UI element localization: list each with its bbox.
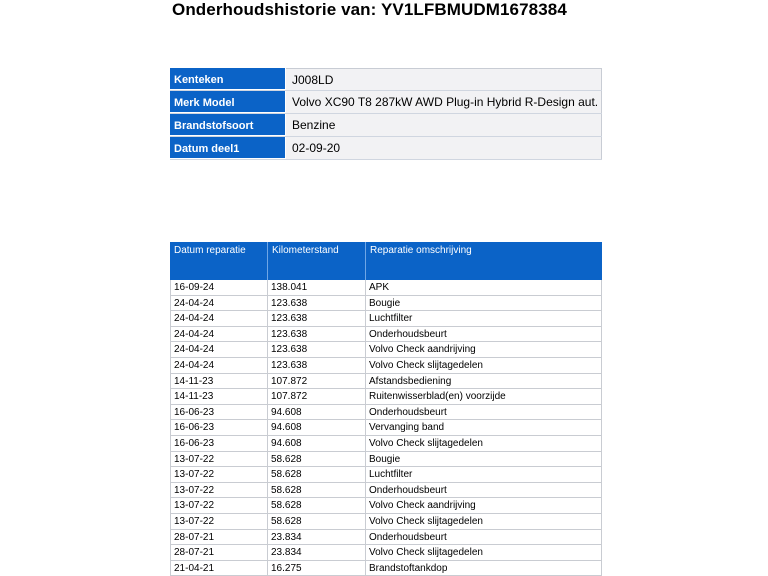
cell-date: 24-04-24: [170, 358, 268, 373]
cell-date: 16-06-23: [170, 405, 268, 420]
vehicle-info-label: Kenteken: [170, 68, 286, 90]
cell-date: 24-04-24: [170, 327, 268, 342]
table-row: [170, 374, 602, 390]
cell-date: 24-04-24: [170, 311, 268, 326]
column-header-description: Reparatie omschrijving: [370, 245, 472, 256]
cell-date: 13-07-22: [170, 483, 268, 498]
cell-mileage: 94.608: [268, 436, 366, 451]
cell-date: 14-11-23: [170, 374, 268, 389]
cell-description: Bougie: [366, 296, 602, 311]
table-row: [170, 342, 602, 358]
cell-mileage: 58.628: [268, 467, 366, 482]
cell-description: Onderhoudsbeurt: [366, 327, 602, 342]
cell-description: Onderhoudsbeurt: [366, 483, 602, 498]
vehicle-info-row: [170, 137, 602, 160]
vehicle-info-row: [170, 68, 602, 91]
table-row: [170, 467, 602, 483]
vehicle-info-value: Benzine: [286, 114, 602, 136]
cell-description: Volvo Check slijtagedelen: [366, 358, 602, 373]
cell-description: Luchtfilter: [366, 311, 602, 326]
cell-mileage: 107.872: [268, 389, 366, 404]
cell-description: Volvo Check slijtagedelen: [366, 545, 602, 560]
cell-mileage: 58.628: [268, 483, 366, 498]
table-header: [170, 242, 602, 280]
cell-mileage: 23.834: [268, 530, 366, 545]
cell-description: Brandstoftankdop: [366, 561, 602, 576]
cell-description: Luchtfilter: [366, 467, 602, 482]
cell-date: 14-11-23: [170, 389, 268, 404]
cell-description: Volvo Check slijtagedelen: [366, 436, 602, 451]
cell-mileage: 123.638: [268, 311, 366, 326]
cell-mileage: 58.628: [268, 514, 366, 529]
cell-mileage: 138.041: [268, 280, 366, 295]
vehicle-info-value: Volvo XC90 T8 287kW AWD Plug-in Hybrid R-Design aut.: [286, 91, 602, 113]
cell-mileage: 107.872: [268, 374, 366, 389]
cell-description: Volvo Check aandrijving: [366, 342, 602, 357]
cell-mileage: 23.834: [268, 545, 366, 560]
vehicle-info-label: Merk Model: [170, 91, 286, 113]
page-title: Onderhoudshistorie van: YV1LFBMUDM1678384: [172, 0, 567, 19]
cell-mileage: 123.638: [268, 342, 366, 357]
vehicle-info-label: Brandstofsoort: [170, 114, 286, 136]
cell-date: 13-07-22: [170, 467, 268, 482]
cell-date: 16-06-23: [170, 436, 268, 451]
maintenance-history-table: [170, 242, 602, 576]
cell-mileage: 58.628: [268, 452, 366, 467]
vehicle-info-value: 02-09-20: [286, 137, 602, 159]
table-row: [170, 405, 602, 421]
cell-date: 16-06-23: [170, 420, 268, 435]
cell-description: Onderhoudsbeurt: [366, 530, 602, 545]
cell-mileage: 123.638: [268, 296, 366, 311]
cell-date: 24-04-24: [170, 342, 268, 357]
cell-date: 16-09-24: [170, 280, 268, 295]
table-row: [170, 420, 602, 436]
table-row: [170, 389, 602, 405]
cell-date: 24-04-24: [170, 296, 268, 311]
column-header-mileage: Kilometerstand: [268, 242, 366, 280]
cell-date: 28-07-21: [170, 530, 268, 545]
cell-date: 13-07-22: [170, 452, 268, 467]
column-header-date: Datum reparatie: [170, 242, 268, 280]
vehicle-info-label: Datum deel1: [170, 137, 286, 159]
table-row: [170, 436, 602, 452]
table-row: [170, 530, 602, 546]
cell-date: 28-07-21: [170, 545, 268, 560]
cell-mileage: 123.638: [268, 327, 366, 342]
table-row: [170, 327, 602, 343]
cell-date: 13-07-22: [170, 498, 268, 513]
cell-description: Onderhoudsbeurt: [366, 405, 602, 420]
table-row: [170, 358, 602, 374]
cell-mileage: 58.628: [268, 498, 366, 513]
cell-date: 13-07-22: [170, 514, 268, 529]
cell-description: Volvo Check slijtagedelen: [366, 514, 602, 529]
cell-mileage: 94.608: [268, 420, 366, 435]
cell-description: Afstandsbediening: [366, 374, 602, 389]
cell-date: 21-04-21: [170, 561, 268, 576]
table-row: [170, 514, 602, 530]
cell-description: Volvo Check aandrijving: [366, 498, 602, 513]
table-row: [170, 561, 602, 576]
cell-description: Bougie: [366, 452, 602, 467]
vehicle-info-row: [170, 114, 602, 137]
table-body: [170, 280, 602, 576]
table-row: [170, 452, 602, 468]
cell-description: Vervanging band: [366, 420, 602, 435]
cell-mileage: 16.275: [268, 561, 366, 576]
cell-mileage: 123.638: [268, 358, 366, 373]
table-row: [170, 296, 602, 312]
table-row: [170, 311, 602, 327]
table-row: [170, 498, 602, 514]
table-row: [170, 545, 602, 561]
cell-mileage: 94.608: [268, 405, 366, 420]
vehicle-info-value: J008LD: [286, 68, 602, 90]
table-row: [170, 280, 602, 296]
vehicle-info-row: [170, 91, 602, 114]
table-row: [170, 483, 602, 499]
cell-description: Ruitenwisserblad(en) voorzijde: [366, 389, 602, 404]
cell-description: APK: [366, 280, 602, 295]
vehicle-info-table: [170, 68, 602, 160]
